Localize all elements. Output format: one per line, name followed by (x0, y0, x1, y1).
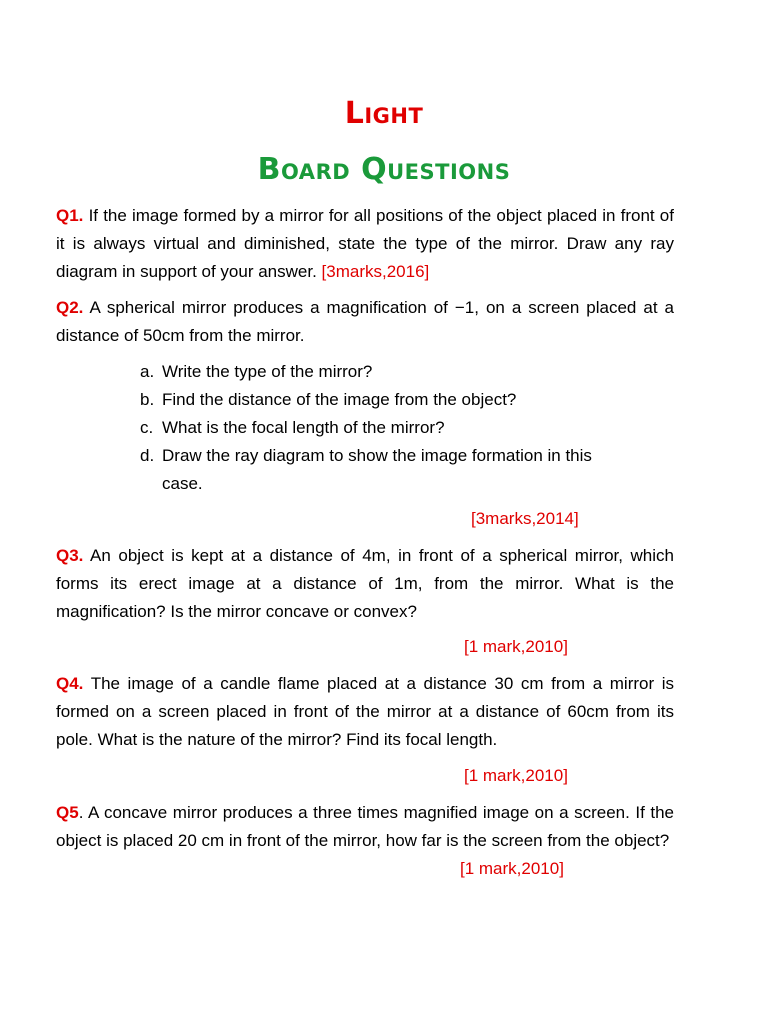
question-2 (56, 294, 674, 350)
page-title: Light (344, 96, 424, 131)
list-item-letter: b. (140, 390, 155, 409)
list-item (140, 358, 674, 386)
question-5 (56, 799, 674, 855)
question-4-marks: [1 mark,2010] (464, 766, 568, 785)
question-5-marks: [1 mark,2010] (460, 859, 564, 878)
question-3 (56, 542, 674, 626)
list-item (140, 414, 674, 442)
question-1-text: If the image formed by a mirror for all positions of the object placed in front of it is always virtual and diminished, state the type of the mirror. Draw any ray diagram in support of your answer. (56, 206, 674, 281)
list-item-text: What is the focal length of the mirror? (162, 418, 445, 437)
list-item-text: Find the distance of the image from the object? (162, 390, 517, 409)
list-item-text: Draw the ray diagram to show the image formation in this (162, 446, 592, 465)
list-item-letter: c. (140, 418, 154, 437)
question-2-label: Q2. (56, 298, 84, 317)
question-5-label: Q5 (56, 803, 79, 822)
list-item (140, 386, 674, 414)
question-3-text: An object is kept at a distance of 4m, in front of a spherical mirror, which forms its erect image at a distance of 1m, from the mirror. What is the magnification? Is the mirror concave or convex? (56, 546, 674, 621)
question-2-text: A spherical mirror produces a magnification of −1, on a screen placed at a distance of 50cm from the mirror. (56, 298, 674, 345)
list-item-continuation: case. (162, 474, 203, 493)
question-4-text: The image of a candle flame placed at a distance 30 cm from a mirror is formed on a screen placed in front of the mirror at a distance of 60cm from its pole. What is the nature of the mirror? Find its focal length. (56, 674, 674, 749)
question-4-label: Q4. (56, 674, 84, 693)
list-item-letter: d. (140, 446, 155, 465)
question-1 (56, 202, 674, 286)
list-item (140, 442, 674, 498)
question-4 (56, 670, 674, 754)
question-2-marks: [3marks,2014] (471, 509, 579, 528)
question-3-label: Q3. (56, 546, 84, 565)
list-item-letter: a. (140, 362, 155, 381)
question-3-marks: [1 mark,2010] (464, 637, 568, 656)
question-1-label: Q1. (56, 206, 84, 225)
question-5-text: . A concave mirror produces a three times magnified image on a screen. If the object is placed 20 cm in front of the mirror, how far is the screen from the object? (56, 803, 674, 850)
question-2-subitems (140, 358, 674, 498)
question-1-marks: [3marks,2016] (321, 262, 430, 281)
list-item-text: Write the type of the mirror? (162, 362, 373, 381)
page-subtitle: Board Questions (257, 152, 511, 187)
